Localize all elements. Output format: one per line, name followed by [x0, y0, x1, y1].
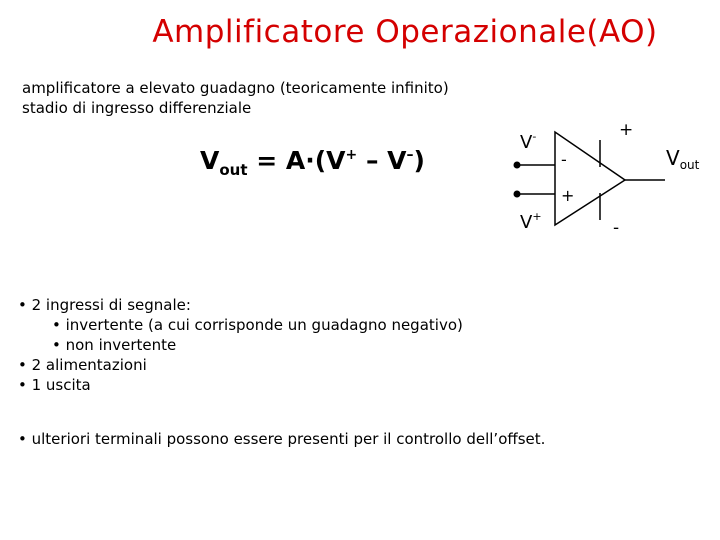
formula-v: V — [200, 146, 220, 175]
supply-plus-sign: + — [619, 120, 634, 140]
vout-v: V — [666, 146, 680, 170]
vplus-label — [520, 210, 542, 233]
formula-close: ) — [413, 146, 425, 175]
inverting-sign: - — [561, 150, 567, 169]
supply-minus-sign: - — [613, 218, 620, 238]
vminus-sup: - — [532, 130, 537, 143]
noninverting-input-terminal — [514, 191, 521, 198]
bullet-inputs: • 2 ingressi di segnale: — [18, 296, 191, 314]
noninverting-sign: + — [561, 186, 575, 205]
intro-line-input-stage: stadio di ingresso differenziale — [22, 99, 252, 117]
formula-out-sub: out — [219, 161, 248, 179]
vminus-label — [520, 130, 536, 153]
bullet-supplies: • 2 alimentazioni — [18, 356, 147, 374]
feature-list — [18, 295, 463, 395]
formula-plus-sup: + — [345, 147, 358, 163]
slide-title: Amplificatore Operazionale(AO) — [152, 14, 658, 50]
formula-eq: = A·(V — [247, 146, 346, 175]
vplus-sup: + — [532, 210, 542, 223]
intro-line-gain: amplificatore a elevato guadagno (teoricamente infinito) — [22, 79, 449, 97]
offset-note: • ulteriori terminali possono essere presenti per il controllo dell’offset. — [18, 430, 546, 448]
formula-minus-op: – V — [357, 146, 407, 175]
bullet-inverting: • invertente (a cui corrisponde un guadagno negativo) — [52, 316, 463, 334]
vplus-v: V — [520, 212, 533, 233]
formula-minus-sup: – — [406, 147, 414, 163]
vout-label — [666, 146, 699, 172]
inverting-input-terminal — [514, 162, 521, 169]
bullet-output: • 1 uscita — [18, 376, 91, 394]
vminus-v: V — [520, 132, 533, 153]
opamp-triangle — [555, 132, 625, 225]
bullet-noninverting: • non invertente — [52, 336, 177, 354]
vout-sub: out — [679, 158, 700, 172]
